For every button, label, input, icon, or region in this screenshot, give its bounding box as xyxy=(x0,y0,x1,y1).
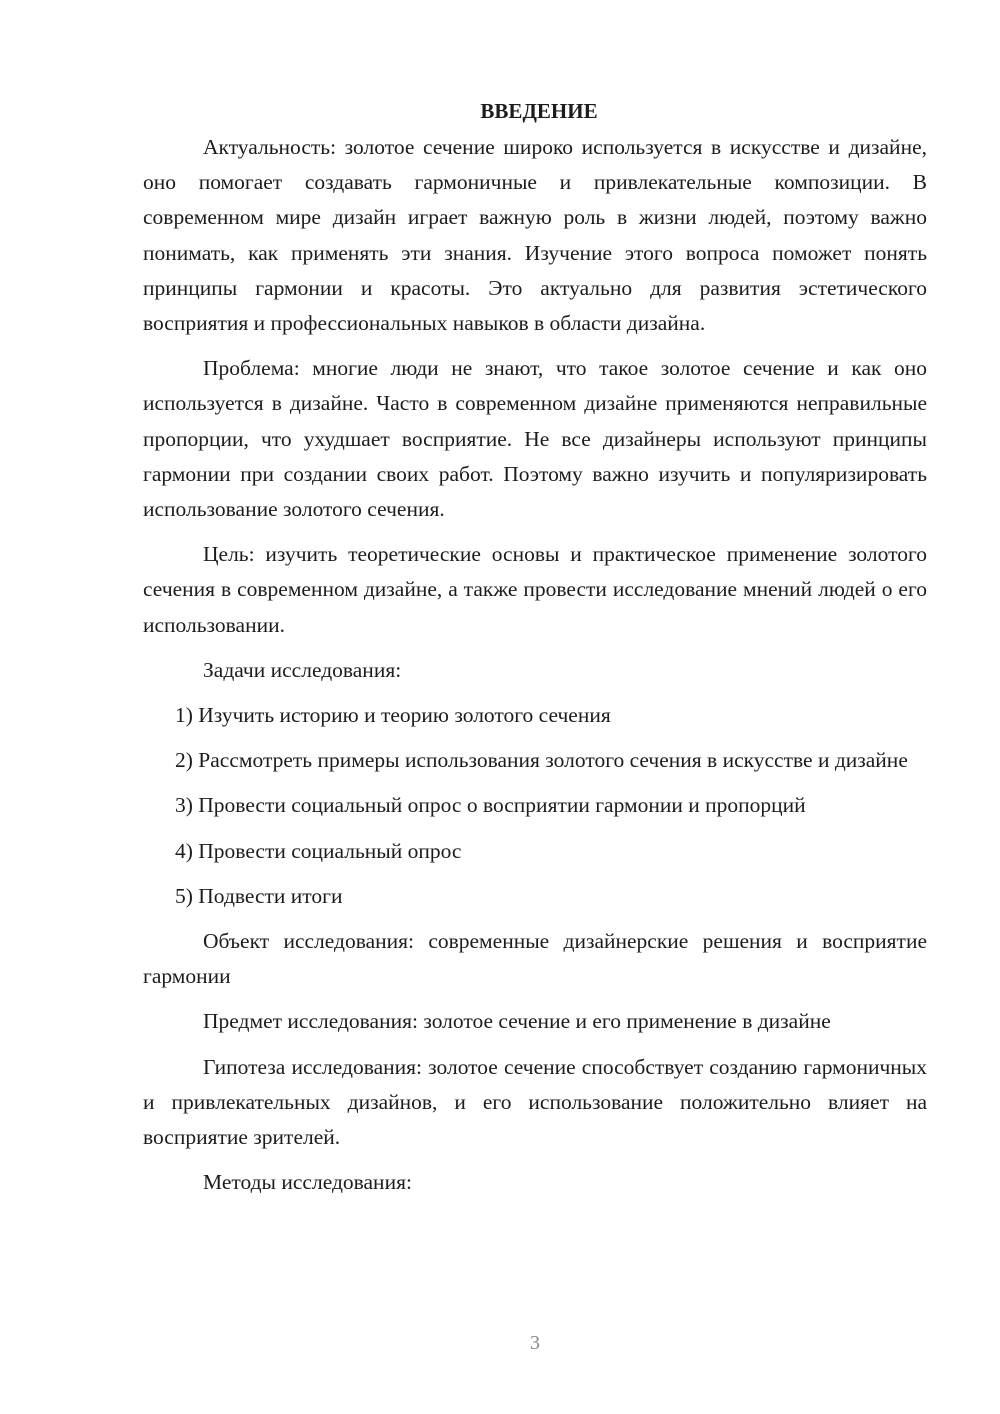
page-number: 3 xyxy=(530,1332,540,1354)
page-title: ВВЕДЕНИЕ xyxy=(480,99,598,123)
task-item-5: 5) Подвести итоги xyxy=(175,883,343,908)
task-item-1: 1) Изучить историю и теорию золотого сечения xyxy=(175,703,611,728)
methods-heading: Методы исследования: xyxy=(203,1170,412,1195)
task-item-3: 3) Провести социальный опрос о восприятии гармонии и пропорций xyxy=(175,793,806,818)
tasks-heading: Задачи исследования: xyxy=(203,657,402,682)
problem-paragraph: Проблема: многие люди не знают, что такое золотое сечение и как оно используется в дизайне. Часто в современном дизайне применяются неправильные пропорции, что ухудшает восприятие. Не все дизайнеры используют принципы гармонии при создании своих работ. Поэтому важно изучить и популяризировать использование золотого сечения. xyxy=(143,356,927,522)
task-item-2: 2) Рассмотреть примеры использования золотого сечения в искусстве и дизайне xyxy=(175,748,908,773)
object-paragraph: Объект исследования: современные дизайнерские решения и восприятие гармонии xyxy=(143,929,927,989)
task-item-4: 4) Провести социальный опрос xyxy=(175,838,462,863)
goal-paragraph: Цель: изучить теоретические основы и практическое применение золотого сечения в современном дизайне, а также провести исследование мнений людей о его использовании. xyxy=(143,542,927,637)
subject-paragraph: Предмет исследования: золотое сечение и его применение в дизайне xyxy=(203,1009,831,1034)
relevance-paragraph: Актуальность: золотое сечение широко используется в искусстве и дизайне, оно помогает создавать гармоничные и привлекательные композиции. В современном мире дизайн играет важную роль в жизни людей, поэтому важно понимать, как применять эти знания. Изучение этого вопроса поможет понять принципы гармонии и красоты. Это актуально для развития эстетического восприятия и профессиональных навыков в области дизайна. xyxy=(143,135,927,336)
hypothesis-paragraph: Гипотеза исследования: золотое сечение способствует созданию гармоничных и привлекательных дизайнов, и его использование положительно влияет на восприятие зрителей. xyxy=(143,1054,927,1150)
document-page xyxy=(143,96,927,1210)
